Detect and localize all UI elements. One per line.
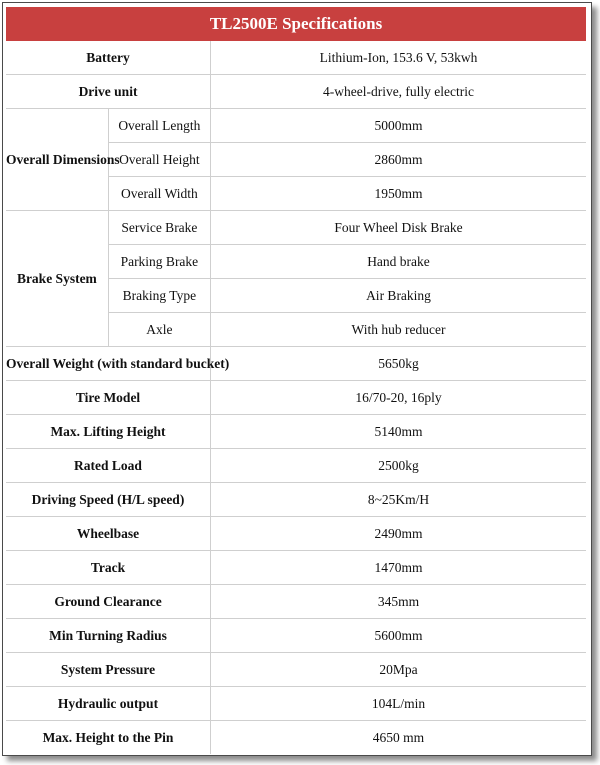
spec-label: Overall Weight (with standard bucket)	[6, 347, 211, 381]
spec-value: 8~25Km/H	[211, 483, 587, 517]
table-row	[6, 449, 586, 483]
table-row	[6, 381, 586, 415]
table-row	[6, 653, 586, 687]
sub-label: Parking Brake	[108, 245, 210, 279]
spec-value: 345mm	[211, 585, 587, 619]
sub-label: Overall Width	[108, 177, 210, 211]
table-row	[6, 721, 586, 755]
spec-label: Tire Model	[6, 381, 211, 415]
spec-label: Hydraulic output	[6, 687, 211, 721]
spec-label: Wheelbase	[6, 517, 211, 551]
table-row	[6, 483, 586, 517]
spec-value: Lithium-Ion, 153.6 V, 53kwh	[211, 41, 587, 75]
spec-label: Max. Lifting Height	[6, 415, 211, 449]
table-row	[6, 517, 586, 551]
spec-label: Battery	[6, 41, 211, 75]
spec-value: 1950mm	[211, 177, 587, 211]
spec-label: Min Turning Radius	[6, 619, 211, 653]
sub-label: Braking Type	[108, 279, 210, 313]
table-row	[6, 619, 586, 653]
spec-value: Four Wheel Disk Brake	[211, 211, 587, 245]
spec-label: Ground Clearance	[6, 585, 211, 619]
spec-value: 1470mm	[211, 551, 587, 585]
spec-label: Driving Speed (H/L speed)	[6, 483, 211, 517]
spec-table	[6, 41, 586, 754]
group-label: Brake System	[6, 211, 108, 347]
sub-label: Service Brake	[108, 211, 210, 245]
sub-label: Overall Height	[108, 143, 210, 177]
group-label: Overall Dimensions	[6, 109, 108, 211]
table-row	[6, 75, 586, 109]
spec-label: Max. Height to the Pin	[6, 721, 211, 755]
spec-value: 5140mm	[211, 415, 587, 449]
spec-label: Drive unit	[6, 75, 211, 109]
spec-value: With hub reducer	[211, 313, 587, 347]
table-row	[6, 551, 586, 585]
spec-value: Hand brake	[211, 245, 587, 279]
spec-value: 5000mm	[211, 109, 587, 143]
spec-value: 4650 mm	[211, 721, 587, 755]
table-row	[6, 585, 586, 619]
spec-value: 4-wheel-drive, fully electric	[211, 75, 587, 109]
table-row	[6, 41, 586, 75]
table-row	[6, 687, 586, 721]
spec-value: 16/70-20, 16ply	[211, 381, 587, 415]
spec-label: Rated Load	[6, 449, 211, 483]
table-row	[6, 211, 586, 245]
sub-label: Overall Length	[108, 109, 210, 143]
spec-value: 5600mm	[211, 619, 587, 653]
spec-value: 2860mm	[211, 143, 587, 177]
spec-value: 2490mm	[211, 517, 587, 551]
spec-label: System Pressure	[6, 653, 211, 687]
spec-value: 104L/min	[211, 687, 587, 721]
spec-value: 20Mpa	[211, 653, 587, 687]
spec-value: 5650kg	[211, 347, 587, 381]
spec-label: Track	[6, 551, 211, 585]
sub-label: Axle	[108, 313, 210, 347]
table-row	[6, 109, 586, 143]
table-row	[6, 415, 586, 449]
spec-value: Air Braking	[211, 279, 587, 313]
spec-title: TL2500E Specifications	[6, 7, 586, 41]
table-row	[6, 347, 586, 381]
spec-value: 2500kg	[211, 449, 587, 483]
